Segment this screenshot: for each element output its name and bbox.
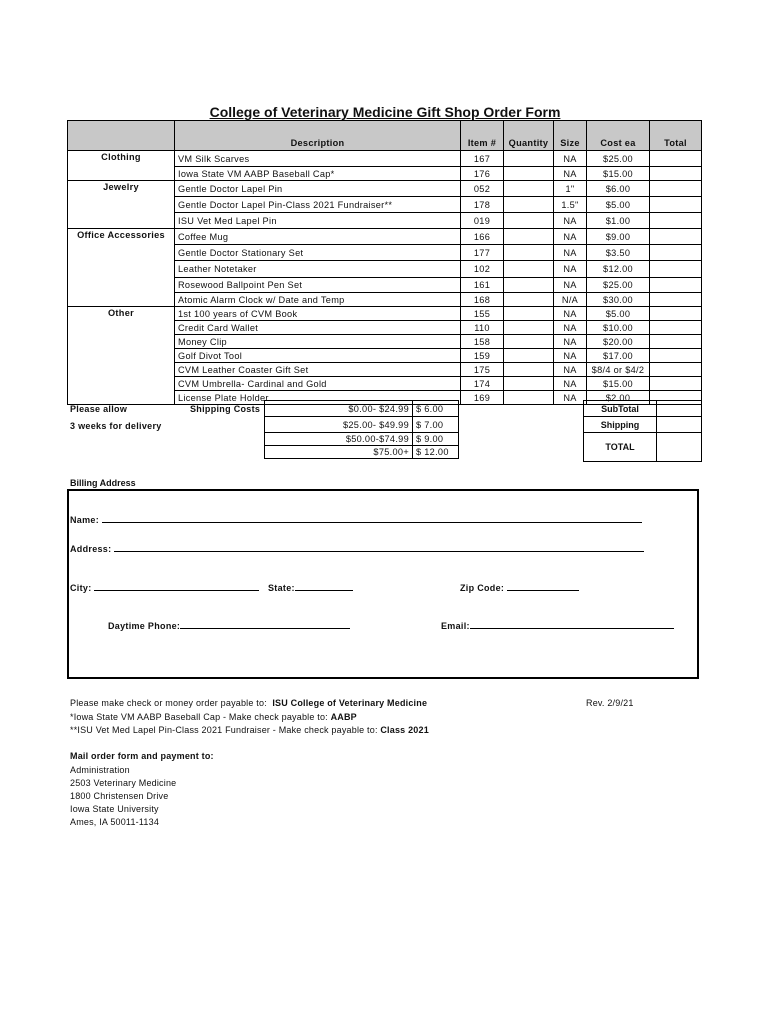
item-size: N/A — [554, 293, 587, 307]
shipping-costs-label: Shipping Costs — [190, 404, 261, 414]
item-description: Credit Card Wallet — [175, 321, 461, 335]
category-other: Other — [68, 307, 175, 405]
item-description: ISU Vet Med Lapel Pin — [175, 213, 461, 229]
item-size: NA — [554, 245, 587, 261]
item-description: 1st 100 years of CVM Book — [175, 307, 461, 321]
item-description: Gentle Doctor Lapel Pin — [175, 181, 461, 197]
tier-cost: $ 6.00 — [413, 401, 459, 417]
item-number: 178 — [461, 197, 504, 213]
grand-total-field[interactable] — [657, 433, 702, 462]
header-description: Description — [175, 121, 461, 151]
item-description: Leather Notetaker — [175, 261, 461, 278]
phone-line[interactable] — [180, 619, 350, 629]
email-label: Email: — [441, 621, 470, 631]
address-line-2: 2503 Veterinary Medicine — [70, 778, 177, 788]
note-2-prefix: **ISU Vet Med Lapel Pin-Class 2021 Fundraiser - Make check payable to: — [70, 725, 378, 735]
quantity-field[interactable] — [504, 335, 554, 349]
quantity-field[interactable] — [504, 391, 554, 405]
category-jewelry: Jewelry — [68, 181, 175, 229]
item-number: 168 — [461, 293, 504, 307]
address-line-4: Iowa State University — [70, 804, 159, 814]
item-description: CVM Umbrella- Cardinal and Gold — [175, 377, 461, 391]
item-size: NA — [554, 261, 587, 278]
item-description: Atomic Alarm Clock w/ Date and Temp — [175, 293, 461, 307]
row-total-field[interactable] — [650, 377, 702, 391]
item-description: License Plate Holder — [175, 391, 461, 405]
header-total: Total — [650, 121, 702, 151]
tier-cost: $ 12.00 — [413, 446, 459, 459]
row-total-field[interactable] — [650, 261, 702, 278]
state-field[interactable] — [268, 581, 353, 593]
item-size: 1.5" — [554, 197, 587, 213]
item-cost: $25.00 — [587, 151, 650, 167]
item-cost: $20.00 — [587, 335, 650, 349]
item-size: NA — [554, 151, 587, 167]
email-field[interactable] — [441, 619, 674, 631]
item-description: VM Silk Scarves — [175, 151, 461, 167]
grand-total-label: TOTAL — [584, 433, 657, 462]
payable-to: ISU College of Veterinary Medicine — [272, 698, 428, 708]
item-cost: $8/4 or $4/2 — [587, 363, 650, 377]
header-quantity: Quantity — [504, 121, 554, 151]
table-row — [68, 181, 702, 197]
category-clothing: Clothing — [68, 151, 175, 181]
row-total-field[interactable] — [650, 335, 702, 349]
subtotal-field[interactable] — [657, 401, 702, 417]
item-number: 167 — [461, 151, 504, 167]
item-number: 176 — [461, 167, 504, 181]
item-number: 052 — [461, 181, 504, 197]
note-1-prefix: *Iowa State VM AABP Baseball Cap - Make check payable to: — [70, 712, 328, 722]
weeks-delivery: 3 weeks for delivery — [70, 421, 162, 431]
item-number: 019 — [461, 213, 504, 229]
quantity-field[interactable] — [504, 197, 554, 213]
quantity-field[interactable] — [504, 377, 554, 391]
tier-cost: $ 9.00 — [413, 433, 459, 446]
item-cost: $10.00 — [587, 321, 650, 335]
item-number: 158 — [461, 335, 504, 349]
row-total-field[interactable] — [650, 151, 702, 167]
table-header-row — [68, 121, 702, 151]
item-cost: $2.00 — [587, 391, 650, 405]
item-cost: $3.50 — [587, 245, 650, 261]
item-number: 177 — [461, 245, 504, 261]
quantity-field[interactable] — [504, 321, 554, 335]
item-cost: $30.00 — [587, 293, 650, 307]
quantity-field[interactable] — [504, 245, 554, 261]
name-label: Name: — [70, 515, 100, 525]
item-size: NA — [554, 377, 587, 391]
header-cost: Cost ea — [587, 121, 650, 151]
city-label: City: — [70, 583, 92, 593]
email-line[interactable] — [470, 619, 674, 629]
row-total-field[interactable] — [650, 349, 702, 363]
item-description: Coffee Mug — [175, 229, 461, 245]
order-table — [67, 120, 702, 405]
zip-label: Zip Code: — [460, 583, 505, 593]
quantity-field[interactable] — [504, 213, 554, 229]
item-description: Gentle Doctor Stationary Set — [175, 245, 461, 261]
quantity-field[interactable] — [504, 167, 554, 181]
row-total-field[interactable] — [650, 167, 702, 181]
item-size: NA — [554, 213, 587, 229]
name-line[interactable] — [102, 513, 642, 523]
item-cost: $25.00 — [587, 278, 650, 293]
item-number: 161 — [461, 278, 504, 293]
item-size: NA — [554, 349, 587, 363]
tier-range: $25.00- $49.99 — [265, 417, 413, 433]
please-allow: Please allow — [70, 404, 128, 414]
payable-line — [70, 698, 427, 708]
shipping-total-label: Shipping — [584, 417, 657, 433]
header-category — [68, 121, 175, 151]
table-row — [68, 151, 702, 167]
row-total-field[interactable] — [650, 363, 702, 377]
item-number: 174 — [461, 377, 504, 391]
payable-prefix: Please make check or money order payable to: — [70, 698, 267, 708]
city-field[interactable] — [70, 581, 259, 593]
address-line-3: 1800 Christensen Drive — [70, 791, 169, 801]
header-item: Item # — [461, 121, 504, 151]
quantity-field[interactable] — [504, 293, 554, 307]
quantity-field[interactable] — [504, 151, 554, 167]
billing-address-label: Billing Address — [70, 478, 136, 488]
shipping-tier — [265, 417, 459, 433]
item-cost: $1.00 — [587, 213, 650, 229]
shipping-total-field[interactable] — [657, 417, 702, 433]
item-size: NA — [554, 335, 587, 349]
page-title: College of Veterinary Medicine Gift Shop Order Form — [209, 104, 561, 120]
row-total-field[interactable] — [650, 197, 702, 213]
item-cost: $5.00 — [587, 307, 650, 321]
row-total-field[interactable] — [650, 229, 702, 245]
totals-table — [583, 400, 702, 462]
item-number: 155 — [461, 307, 504, 321]
quantity-field[interactable] — [504, 229, 554, 245]
item-description: Iowa State VM AABP Baseball Cap* — [175, 167, 461, 181]
revision: Rev. 2/9/21 — [586, 698, 634, 708]
item-size: NA — [554, 167, 587, 181]
zip-line[interactable] — [507, 581, 579, 591]
item-cost: $15.00 — [587, 377, 650, 391]
row-total-field[interactable] — [650, 245, 702, 261]
item-description: Gentle Doctor Lapel Pin-Class 2021 Fundraiser** — [175, 197, 461, 213]
quantity-field[interactable] — [504, 278, 554, 293]
row-total-field[interactable] — [650, 321, 702, 335]
tier-range: $0.00- $24.99 — [265, 401, 413, 417]
subtotal-label: SubTotal — [584, 401, 657, 417]
item-cost: $5.00 — [587, 197, 650, 213]
mail-heading: Mail order form and payment to: — [70, 751, 214, 761]
item-number: 102 — [461, 261, 504, 278]
item-size: NA — [554, 363, 587, 377]
note-2 — [70, 725, 429, 735]
phone-field[interactable] — [108, 619, 350, 631]
phone-label: Daytime Phone: — [108, 621, 181, 631]
header-size: Size — [554, 121, 587, 151]
item-cost: $15.00 — [587, 167, 650, 181]
item-description: Golf Divot Tool — [175, 349, 461, 363]
quantity-field[interactable] — [504, 363, 554, 377]
item-size: NA — [554, 321, 587, 335]
category-office: Office Accessories — [68, 229, 175, 307]
city-line[interactable] — [94, 581, 259, 591]
state-label: State: — [268, 583, 295, 593]
shipping-tier — [265, 446, 459, 459]
table-row — [68, 307, 702, 321]
item-number: 110 — [461, 321, 504, 335]
item-size: NA — [554, 278, 587, 293]
note-2-payee: Class 2021 — [380, 725, 429, 735]
address-line-5: Ames, IA 50011-1134 — [70, 817, 160, 827]
address-line[interactable] — [114, 542, 644, 552]
quantity-field[interactable] — [504, 261, 554, 278]
item-number: 166 — [461, 229, 504, 245]
row-total-field[interactable] — [650, 293, 702, 307]
item-size: NA — [554, 307, 587, 321]
tier-cost: $ 7.00 — [413, 417, 459, 433]
address-line-1: Administration — [70, 765, 130, 775]
zip-field[interactable] — [460, 581, 579, 593]
tier-range: $50.00-$74.99 — [265, 433, 413, 446]
row-total-field[interactable] — [650, 181, 702, 197]
state-line[interactable] — [295, 581, 353, 591]
address-field[interactable] — [70, 542, 644, 554]
item-size: 1" — [554, 181, 587, 197]
item-cost: $17.00 — [587, 349, 650, 363]
row-total-field[interactable] — [650, 278, 702, 293]
item-cost: $12.00 — [587, 261, 650, 278]
item-size: NA — [554, 391, 587, 405]
item-description: Rosewood Ballpoint Pen Set — [175, 278, 461, 293]
quantity-field[interactable] — [504, 181, 554, 197]
name-field[interactable] — [70, 513, 642, 525]
row-total-field[interactable] — [650, 307, 702, 321]
item-size: NA — [554, 229, 587, 245]
item-cost: $9.00 — [587, 229, 650, 245]
shipping-table — [264, 400, 459, 459]
shipping-tier — [265, 433, 459, 446]
address-label: Address: — [70, 544, 112, 554]
shipping-tier — [265, 401, 459, 417]
quantity-field[interactable] — [504, 349, 554, 363]
item-number: 169 — [461, 391, 504, 405]
note-1-payee: AABP — [330, 712, 357, 722]
quantity-field[interactable] — [504, 307, 554, 321]
table-row — [68, 229, 702, 245]
item-number: 159 — [461, 349, 504, 363]
item-description: CVM Leather Coaster Gift Set — [175, 363, 461, 377]
item-number: 175 — [461, 363, 504, 377]
item-description: Money Clip — [175, 335, 461, 349]
note-1 — [70, 712, 357, 722]
tier-range: $75.00+ — [265, 446, 413, 459]
row-total-field[interactable] — [650, 213, 702, 229]
item-cost: $6.00 — [587, 181, 650, 197]
